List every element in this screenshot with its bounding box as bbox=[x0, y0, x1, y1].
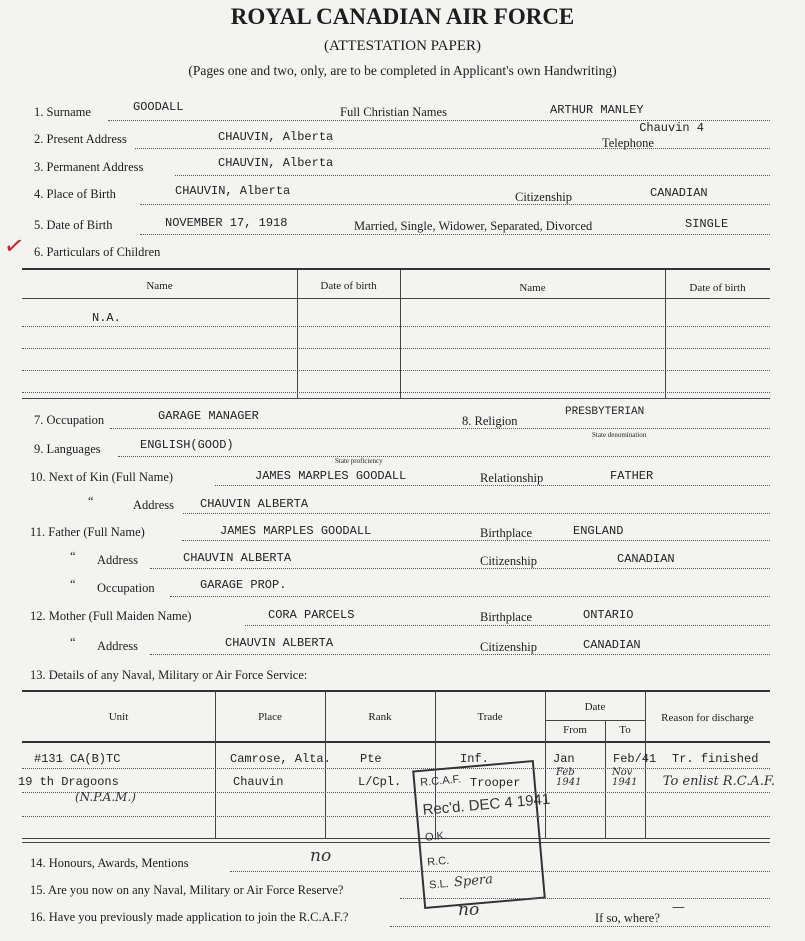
service-header-from: From bbox=[563, 724, 587, 736]
children-header-name-2: Name bbox=[519, 282, 546, 294]
ditto-mark: “ bbox=[88, 494, 94, 508]
label-place-of-birth: 4. Place of Birth bbox=[34, 187, 116, 201]
service-unit: 19 th Dragoons bbox=[18, 775, 119, 789]
service-reason: To enlist R.C.A.F. bbox=[662, 774, 775, 789]
value-telephone: Chauvin 4 bbox=[639, 121, 704, 135]
document-title: ROYAL CANADIAN AIR FORCE bbox=[230, 4, 575, 29]
languages-hint: State proficiency bbox=[335, 457, 383, 465]
ditto-mark: “ bbox=[70, 635, 76, 649]
service-header-rank: Rank bbox=[368, 711, 392, 723]
value-marital-status: SINGLE bbox=[685, 217, 729, 231]
children-header-dob: Date of birth bbox=[320, 280, 377, 292]
service-header-date: Date bbox=[584, 701, 606, 713]
label-relationship: Relationship bbox=[480, 471, 544, 485]
label-previous-application: 16. Have you previously made application to join the R.C.A.F.? bbox=[30, 910, 349, 924]
label-father: 11. Father (Full Name) bbox=[30, 525, 145, 539]
label-mother-address: Address bbox=[97, 639, 138, 653]
value-father-occupation: GARAGE PROP. bbox=[200, 578, 287, 592]
value-next-of-kin: JAMES MARPLES GOODALL bbox=[255, 469, 407, 483]
stamp-received-date: Rec'd. DEC 4 1941 bbox=[421, 790, 551, 819]
label-reserve: 15. Are you now on any Naval, Military or Air Force Reserve? bbox=[30, 883, 344, 897]
value-mother-citizenship: CANADIAN bbox=[583, 638, 641, 652]
value-permanent-address: CHAUVIN, Alberta bbox=[218, 156, 334, 170]
ditto-mark: “ bbox=[70, 577, 76, 591]
value-father-citizenship: CANADIAN bbox=[617, 552, 675, 566]
children-header-name: Name bbox=[146, 280, 173, 292]
label-mother-citizenship: Citizenship bbox=[480, 640, 537, 654]
label-religion: 8. Religion bbox=[462, 414, 518, 428]
label-nok-address: Address bbox=[133, 498, 174, 512]
service-header-unit: Unit bbox=[108, 711, 129, 723]
instruction-note: (Pages one and two, only, are to be completed in Applicant's own Handwriting) bbox=[188, 63, 617, 78]
service-to: Feb/41 bbox=[613, 752, 657, 766]
service-reason: Tr. finished bbox=[672, 752, 759, 766]
value-christian-names: ARTHUR MANLEY bbox=[550, 103, 644, 117]
received-stamp bbox=[412, 760, 551, 909]
red-check-mark-icon: ✓ bbox=[1, 232, 27, 262]
service-rank: Pte bbox=[360, 752, 382, 766]
label-mother: 12. Mother (Full Maiden Name) bbox=[30, 609, 192, 623]
value-religion: PRESBYTERIAN bbox=[565, 406, 645, 418]
label-particulars-of-children: 6. Particulars of Children bbox=[34, 245, 161, 259]
label-if-so-where: If so, where? bbox=[595, 911, 660, 925]
children-header-dob-2: Date of birth bbox=[689, 282, 746, 294]
value-place-of-birth: CHAUVIN, Alberta bbox=[175, 184, 291, 198]
value-mother: CORA PARCELS bbox=[268, 608, 355, 622]
value-present-address: CHAUVIN, Alberta bbox=[218, 130, 334, 144]
service-rank: L/Cpl. bbox=[358, 775, 402, 789]
value-occupation: GARAGE MANAGER bbox=[158, 409, 259, 423]
label-marital-status: Married, Single, Widower, Separated, Divorced bbox=[354, 219, 593, 233]
stamp-rc: R.C. bbox=[426, 854, 450, 869]
value-if-so-where: — bbox=[672, 900, 685, 915]
label-father-citizenship: Citizenship bbox=[480, 554, 537, 568]
label-mother-birthplace: Birthplace bbox=[480, 610, 533, 624]
value-father: JAMES MARPLES GOODALL bbox=[220, 524, 372, 538]
label-citizenship: Citizenship bbox=[515, 190, 572, 204]
value-previous-application: no bbox=[458, 900, 480, 920]
service-place: Camrose, Alta. bbox=[230, 752, 331, 766]
label-telephone: Telephone bbox=[602, 136, 654, 150]
value-surname: GOODALL bbox=[133, 100, 184, 114]
children-row-name: N.A. bbox=[92, 311, 121, 325]
value-honours: no bbox=[310, 846, 332, 866]
stamp-ok: O.K. bbox=[424, 829, 448, 844]
value-languages: ENGLISH(GOOD) bbox=[140, 438, 234, 452]
service-header-to: To bbox=[619, 724, 631, 736]
value-father-address: CHAUVIN ALBERTA bbox=[183, 551, 292, 565]
document-subtitle: (ATTESTATION PAPER) bbox=[323, 38, 481, 54]
religion-hint: State denomination bbox=[592, 431, 647, 439]
label-occupation: 7. Occupation bbox=[34, 413, 105, 427]
value-citizenship: CANADIAN bbox=[650, 186, 708, 200]
service-from: Jan bbox=[553, 752, 575, 766]
stamp-sl: S.L. bbox=[428, 877, 450, 892]
value-relationship: FATHER bbox=[610, 469, 654, 483]
service-to: Nov 1941 bbox=[612, 767, 638, 788]
label-surname: 1. Surname bbox=[34, 105, 91, 119]
value-mother-address: CHAUVIN ALBERTA bbox=[225, 636, 334, 650]
service-from: Feb 1941 bbox=[556, 767, 582, 788]
service-annotation: (N.P.A.M.) bbox=[75, 790, 136, 804]
ditto-mark: “ bbox=[70, 549, 76, 563]
label-present-address: 2. Present Address bbox=[34, 132, 127, 146]
label-father-address: Address bbox=[97, 553, 138, 567]
label-christian-names: Full Christian Names bbox=[340, 105, 447, 119]
label-next-of-kin: 10. Next of Kin (Full Name) bbox=[30, 470, 174, 484]
label-honours: 14. Honours, Awards, Mentions bbox=[30, 856, 189, 870]
service-header-reason: Reason for discharge bbox=[661, 712, 754, 724]
service-header-place: Place bbox=[258, 711, 282, 723]
label-father-birthplace: Birthplace bbox=[480, 526, 533, 540]
value-nok-address: CHAUVIN ALBERTA bbox=[200, 497, 309, 511]
service-trade: Inf. bbox=[460, 752, 489, 766]
label-languages: 9. Languages bbox=[34, 442, 101, 456]
label-permanent-address: 3. Permanent Address bbox=[34, 160, 144, 174]
stamp-rcaf: R.C.A.F. bbox=[419, 773, 462, 789]
service-unit: #131 CA(B)TC bbox=[34, 752, 121, 766]
service-trade: Trooper bbox=[470, 776, 521, 790]
value-date-of-birth: NOVEMBER 17, 1918 bbox=[165, 216, 288, 230]
value-mother-birthplace: ONTARIO bbox=[583, 608, 634, 622]
value-father-birthplace: ENGLAND bbox=[573, 524, 624, 538]
label-father-occupation: Occupation bbox=[97, 581, 155, 595]
label-service-details: 13. Details of any Naval, Military or Air Force Service: bbox=[30, 668, 308, 682]
service-header-trade: Trade bbox=[477, 711, 503, 723]
service-place: Chauvin bbox=[233, 775, 284, 789]
label-date-of-birth: 5. Date of Birth bbox=[34, 218, 113, 232]
stamp-signature: Spera bbox=[453, 871, 494, 891]
